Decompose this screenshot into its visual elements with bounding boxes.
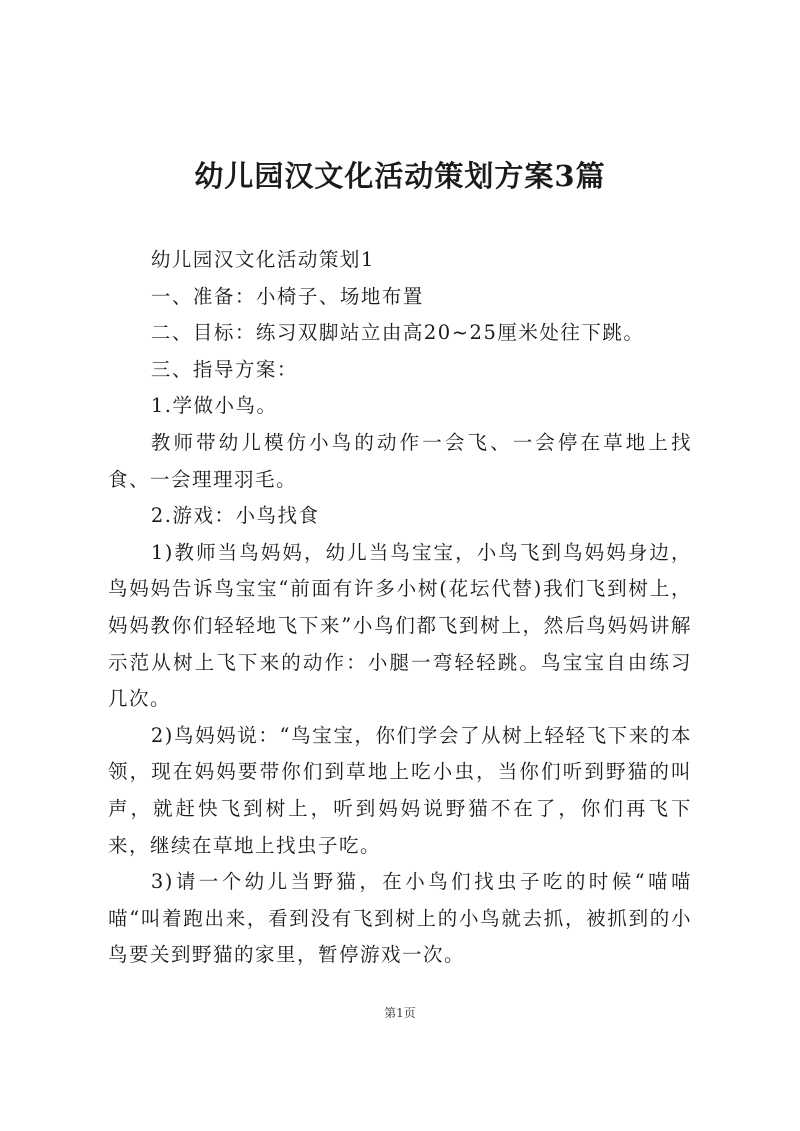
paragraph-section-heading: 幼儿园汉文化活动策划1 [150, 248, 375, 271]
document-body [108, 242, 692, 974]
paragraph-goal: 二、目标：练习双脚站立由高20~25厘米处往下跳。 [150, 321, 645, 345]
paragraph-game-rule-1: 1)教师当鸟妈妈，幼儿当鸟宝宝，小鸟飞到鸟妈妈身边，鸟妈妈告诉鸟宝宝“前面有许多小树(花坛代替)我们飞到树上，妈妈教你们轻轻地飞下来”小鸟们都飞到树上，然后鸟妈妈讲解示范从树上飞下来的动作：小腿一弯轻轻跳。鸟宝宝自由练习几次。 [108, 540, 692, 711]
paragraph-game-rule-3: 3)请一个幼儿当野猫，在小鸟们找虫子吃的时候“喵喵喵“叫着跑出来，看到没有飞到树上的小鸟就去抓，被抓到的小鸟要关到野猫的家里，暂停游戏一次。 [108, 870, 692, 967]
document-title: 幼儿园汉文化活动策划方案3篇 [194, 159, 606, 193]
paragraph-preparation: 一、准备：小椅子、场地布置 [150, 284, 424, 308]
paragraph-step-1: 1.学做小鸟。 [150, 394, 278, 418]
paragraph-step-2: 2.游戏：小鸟找食 [150, 504, 320, 528]
paragraph-guidance-heading: 三、指导方案： [150, 357, 298, 381]
page-number: 第1页 [384, 1006, 416, 1020]
paragraph-step-1-detail: 教师带幼儿模仿小鸟的动作一会飞、一会停在草地上找食、一会理理羽毛。 [108, 430, 692, 491]
paragraph-game-rule-2: 2)鸟妈妈说：“鸟宝宝，你们学会了从树上轻轻飞下来的本领，现在妈妈要带你们到草地上吃小虫，当你们听到野猫的叫声，就赶快飞到树上，听到妈妈说野猫不在了，你们再飞下来，继续在草地上找虫子吃。 [108, 723, 692, 857]
